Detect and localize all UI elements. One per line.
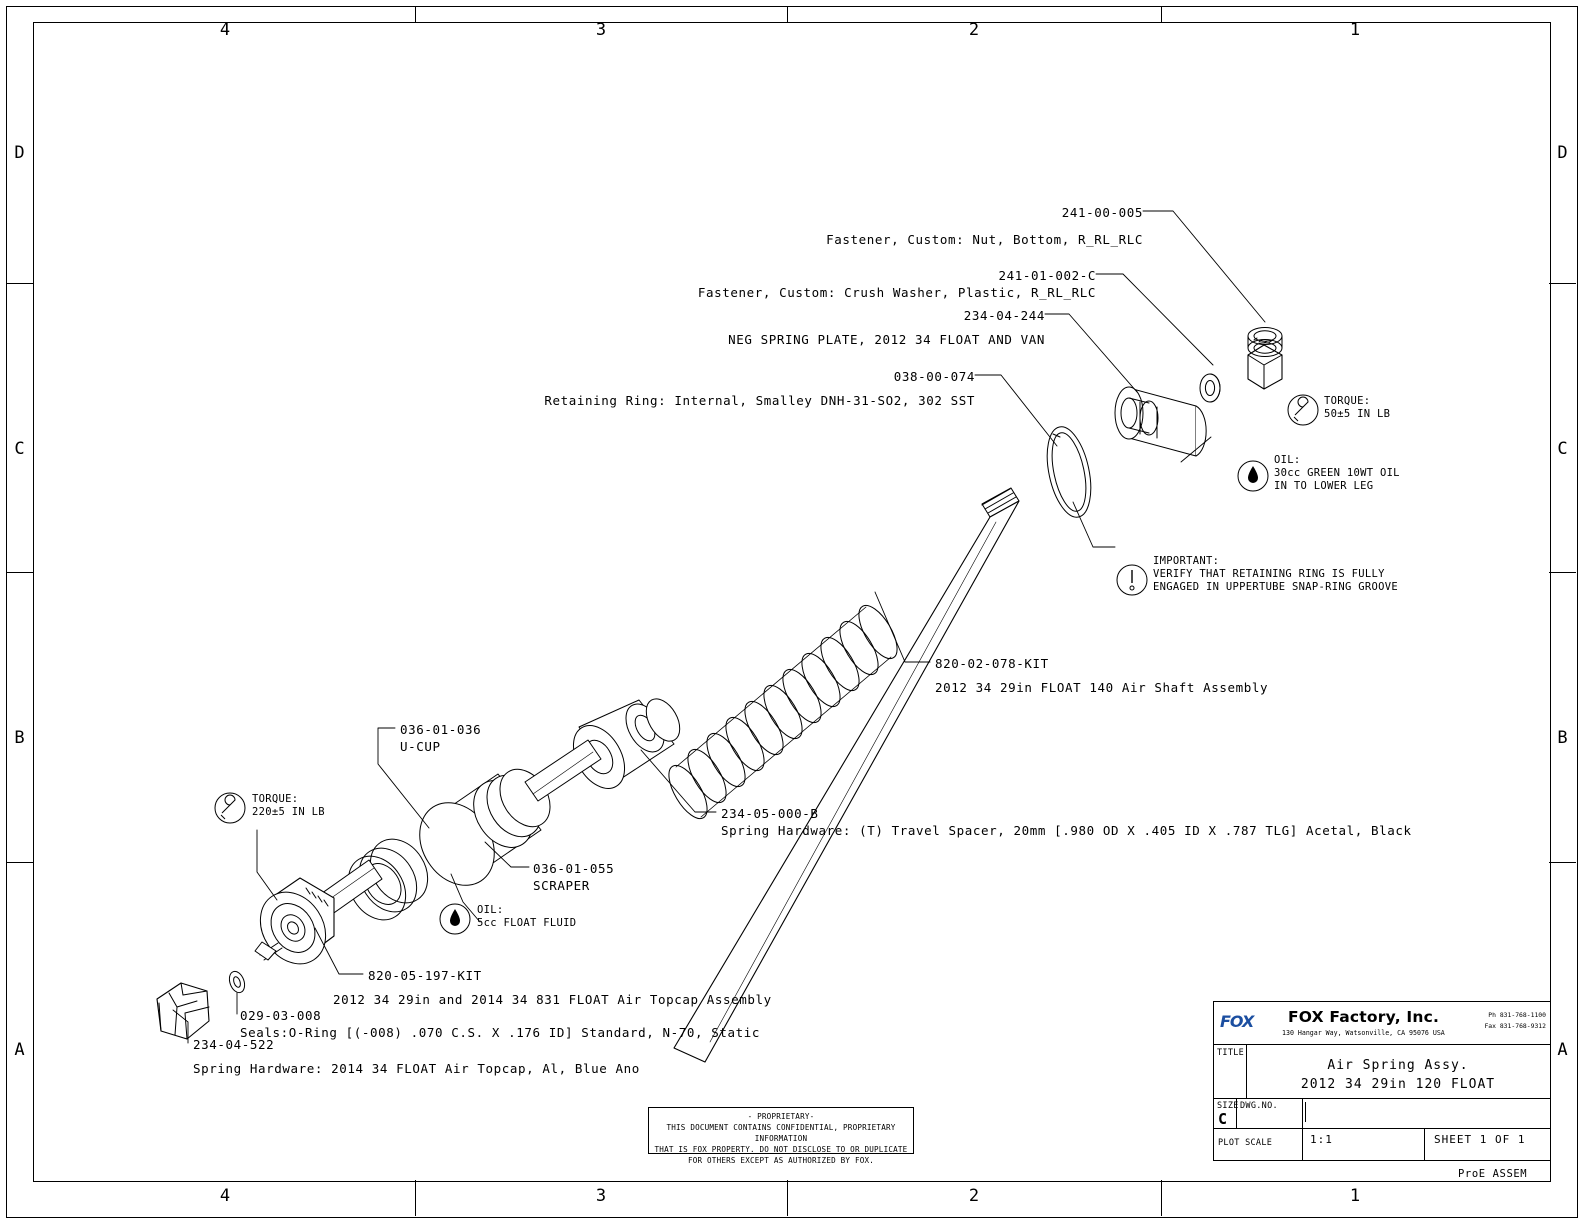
zone-label-left-c: C	[14, 439, 25, 459]
callout-241-00-005-desc: Fastener, Custom: Nut, Bottom, R_RL_RLC	[826, 232, 1143, 247]
proprietary-line3: FOR OTHERS EXCEPT AS AUTHORIZED BY FOX.	[687, 1156, 875, 1165]
note-oil-top	[1236, 459, 1270, 497]
note-oil-bottom-line2: 5cc FLOAT FLUID	[477, 917, 577, 929]
zone-tick-right-2	[1549, 572, 1576, 573]
zone-label-right-b: B	[1557, 728, 1568, 748]
zone-tick-top-3	[1161, 6, 1162, 22]
part-air-shaft-assembly	[563, 488, 1019, 1062]
oil-drop-icon-2	[438, 902, 472, 936]
callout-038-00-074-desc: Retaining Ring: Internal, Smalley DNH-31-SO2, 302 SST	[544, 393, 975, 408]
part-air-topcap-hex	[247, 878, 339, 976]
zone-label-top-1: 1	[1349, 20, 1361, 40]
zone-label-left-b: B	[14, 728, 25, 748]
callout-029-03-008-desc: Seals:O-Ring [(-008) .070 C.S. X .176 ID] Standard, N-70, Static	[240, 1025, 761, 1040]
note-torque-top	[1286, 393, 1320, 431]
note-oil-top-line1: OIL:	[1274, 454, 1301, 466]
zone-tick-top-2	[787, 6, 788, 22]
part-travel-spacer-stack	[661, 600, 904, 825]
zone-tick-bot-3	[1161, 1180, 1162, 1216]
part-neg-spring-plate	[1115, 387, 1206, 456]
zone-tick-right-3	[1549, 862, 1576, 863]
zone-label-top-4: 4	[219, 20, 231, 40]
exclamation-icon	[1115, 561, 1149, 601]
company-address: 130 Hangar Way, Watsonville, CA 95076 USA	[1282, 1029, 1445, 1037]
part-crush-washer	[1200, 374, 1220, 402]
size-value: C	[1218, 1110, 1229, 1128]
dwg-label: DWG.NO.	[1240, 1101, 1278, 1111]
callout-241-00-005-part: 241-00-005	[1061, 205, 1143, 220]
proprietary-heading: - PROPRIETARY-	[747, 1112, 815, 1121]
company-phone: Ph 831-768-1100	[1488, 1011, 1546, 1019]
callout-820-05-197-kit-part: 820-05-197-KIT	[368, 968, 482, 983]
callout-029-03-008-part: 029-03-008	[240, 1008, 322, 1023]
note-important-line3: ENGAGED IN UPPERTUBE SNAP-RING GROOVE	[1153, 581, 1398, 593]
note-important-line1: IMPORTANT:	[1153, 555, 1220, 567]
callout-036-01-036-part: 036-01-036	[400, 722, 482, 737]
part-o-ring	[227, 969, 248, 994]
proprietary-line2: THAT IS FOX PROPERTY. DO NOT DISCLOSE TO OR DUPLICATE	[654, 1145, 908, 1154]
title-label: TITLE	[1217, 1048, 1245, 1058]
zone-label-left-a: A	[14, 1040, 25, 1060]
note-torque-bottom	[213, 791, 247, 829]
fox-logo: FOX	[1220, 1012, 1254, 1031]
callout-241-01-002-c-desc: Fastener, Custom: Crush Washer, Plastic, R_RL_RLC	[697, 285, 1096, 300]
callout-036-01-055-desc: SCRAPER	[533, 878, 590, 893]
note-oil-bottom-line1: OIL:	[477, 904, 504, 916]
footer-proe: ProE ASSEM	[1458, 1168, 1528, 1180]
company-fax: Fax 831-768-9312	[1484, 1022, 1546, 1030]
zone-tick-left-3	[6, 862, 33, 863]
zone-tick-bot-1	[415, 1180, 416, 1216]
sheet-value: SHEET 1 OF 1	[1434, 1133, 1526, 1146]
note-important	[1115, 561, 1149, 605]
zone-label-bottom-2: 2	[968, 1186, 980, 1206]
callout-036-01-036-desc: U-CUP	[400, 739, 441, 754]
callout-241-01-002-c-part: 241-01-002-C	[998, 268, 1096, 283]
zone-label-bottom-1: 1	[1349, 1186, 1361, 1206]
note-torque-bottom-line1: TORQUE:	[252, 793, 299, 805]
callout-234-04-522-part: 234-04-522	[193, 1037, 275, 1052]
zone-tick-left-1	[6, 283, 33, 284]
part-retaining-ring	[1040, 423, 1098, 521]
callout-234-04-522-desc: Spring Hardware: 2014 34 FLOAT Air Topcap, Al, Blue Ano	[193, 1061, 640, 1076]
callout-820-02-078-kit-part: 820-02-078-KIT	[935, 656, 1049, 671]
note-torque-bottom-line2: 220±5 IN LB	[252, 806, 325, 818]
callout-036-01-055-part: 036-01-055	[533, 861, 615, 876]
zone-label-bottom-4: 4	[219, 1186, 231, 1206]
zone-tick-right-1	[1549, 283, 1576, 284]
size-label: SIZE	[1217, 1101, 1239, 1111]
note-oil-bottom	[438, 902, 472, 940]
part-bottom-nut	[1248, 328, 1282, 390]
callout-234-05-000-b-desc: Spring Hardware: (T) Travel Spacer, 20mm [.980 OD X .405 ID X .787 TLG] Acetal, Black	[721, 823, 1412, 838]
zone-tick-bot-2	[787, 1180, 788, 1216]
torque-wrench-icon-2	[213, 791, 247, 825]
company-name: FOX Factory, Inc.	[1288, 1008, 1440, 1026]
note-important-line2: VERIFY THAT RETAINING RING IS FULLY	[1153, 568, 1385, 580]
zone-label-top-2: 2	[968, 20, 980, 40]
drawing-canvas	[33, 22, 1549, 1180]
torque-wrench-icon	[1286, 393, 1320, 427]
zone-label-top-3: 3	[595, 20, 607, 40]
zone-label-right-c: C	[1557, 439, 1568, 459]
drawing-title-line2: 2012 34 29in 120 FLOAT	[1300, 1077, 1496, 1092]
zone-label-right-a: A	[1557, 1040, 1568, 1060]
callout-234-05-000-b-part: 234-05-000-B	[721, 806, 819, 821]
callout-820-05-197-kit-desc: 2012 34 29in and 2014 34 831 FLOAT Air Topcap Assembly	[333, 992, 772, 1007]
note-oil-top-line3: IN TO LOWER LEG	[1274, 480, 1374, 492]
callout-234-04-244-part: 234-04-244	[963, 308, 1045, 323]
drawing-title-line1: Air Spring Assy.	[1327, 1058, 1469, 1073]
plot-scale-value: 1:1	[1310, 1133, 1333, 1146]
note-oil-top-line2: 30cc GREEN 10WT OIL	[1274, 467, 1400, 479]
plot-scale-label: PLOT SCALE	[1218, 1138, 1273, 1148]
callout-820-02-078-kit-desc: 2012 34 29in FLOAT 140 Air Shaft Assembly	[935, 680, 1269, 695]
part-topcap-knob	[157, 983, 209, 1039]
callout-038-00-074-part: 038-00-074	[893, 369, 975, 384]
zone-tick-left-2	[6, 572, 33, 573]
note-torque-top-line2: 50±5 IN LB	[1324, 408, 1391, 420]
zone-label-bottom-3: 3	[595, 1186, 607, 1206]
proprietary-notice	[648, 1107, 914, 1165]
zone-tick-top-1	[415, 6, 416, 22]
note-torque-top-line1: TORQUE:	[1324, 395, 1371, 407]
zone-label-right-d: D	[1557, 143, 1568, 163]
title-block	[1213, 1001, 1551, 1161]
zone-label-left-d: D	[14, 143, 25, 163]
callout-234-04-244-desc: NEG SPRING PLATE, 2012 34 FLOAT AND VAN	[728, 332, 1045, 347]
oil-drop-icon	[1236, 459, 1270, 493]
proprietary-line1: THIS DOCUMENT CONTAINS CONFIDENTIAL, PROPRIETARY INFORMATION	[666, 1123, 896, 1143]
